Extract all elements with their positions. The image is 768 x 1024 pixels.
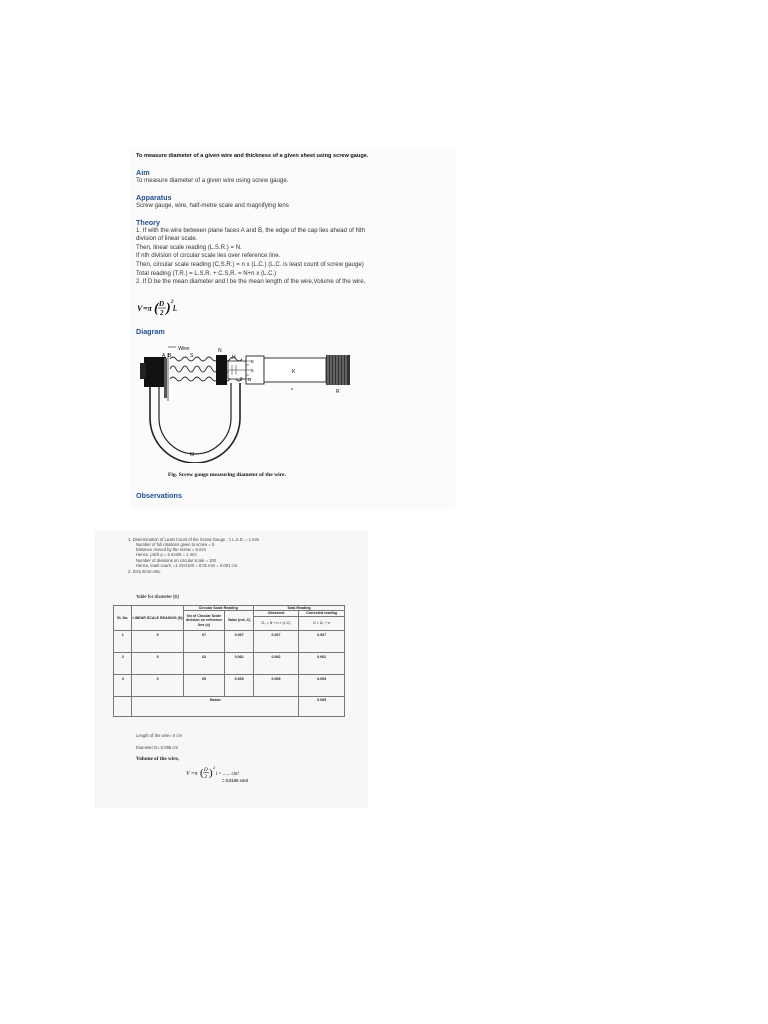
cell-observed: 0.062 xyxy=(253,652,299,674)
col-tr: Total Reading xyxy=(253,606,344,611)
figure-caption-text: Screw gauge measuring diameter of the wire. xyxy=(178,472,286,478)
apparatus-heading: Apparatus xyxy=(136,193,172,202)
svg-text:): ) xyxy=(166,301,171,316)
observation-line: Number of divisions on circular scale = 100 xyxy=(136,558,216,563)
volume-label: Volume of the wire, xyxy=(136,756,179,762)
label-h: H xyxy=(232,355,236,361)
svg-text:=π: =π xyxy=(191,771,198,777)
svg-text:(: ( xyxy=(200,767,204,779)
col-csr-div: No of Circular Scale division on reference line (n) xyxy=(183,611,225,630)
label-d: D xyxy=(248,377,252,382)
svg-text:2: 2 xyxy=(204,775,207,780)
cell-sno: 3 xyxy=(114,674,132,696)
col-lsr: LINEAR SCALE READING (N) xyxy=(132,606,183,631)
theory-line: Then, circular scale reading (C.S.R.) = n x (L.C.) (L.C. is least count of screw gauge) xyxy=(136,261,364,268)
col-observed: Observed xyxy=(253,611,299,616)
formula-graphic xyxy=(137,298,197,320)
cell-lsr: 0 xyxy=(132,674,183,696)
svg-text:2: 2 xyxy=(171,300,174,305)
mean-label: Mean= xyxy=(132,696,299,716)
observations-heading: Observations xyxy=(136,491,182,500)
observation-line: Distance moved by the screw = 5 mm xyxy=(136,547,206,552)
table-mean-row xyxy=(114,696,345,716)
cell-n: 65 xyxy=(183,674,225,696)
table-title: Table for diameter (D) xyxy=(136,594,179,599)
cell-n: 67 xyxy=(183,630,225,652)
observation-line: Number of full rotations given to screw = 5 xyxy=(136,542,215,547)
observation-line: 2. Zero Error=NIL xyxy=(128,569,161,574)
corrected-formula: D = D₀ + e xyxy=(299,616,345,630)
svg-text:2: 2 xyxy=(213,765,215,770)
label-n: N xyxy=(218,348,222,354)
svg-text:D: D xyxy=(159,300,165,308)
table-row xyxy=(114,674,345,696)
svg-text:=π: =π xyxy=(143,304,152,313)
theory-line: 2. If D be the mean diameter and l be the mean length of the wire,Volume of the wire, xyxy=(136,278,366,285)
volume-formula xyxy=(137,298,197,322)
cell-value: 0.065 xyxy=(225,674,253,696)
col-csr: Circular Scale Reading xyxy=(183,606,253,611)
table-row xyxy=(114,652,345,674)
svg-text:2: 2 xyxy=(160,309,164,317)
figure-caption xyxy=(168,472,286,478)
length-text: Length of the wire= 5 cm xyxy=(136,733,182,738)
diameter-table xyxy=(113,605,345,717)
observation-line: Hence, least count, =1 mm/100 = 0.01 mm = 0.001 cm. xyxy=(136,563,239,568)
diameter-text: Diameter D= 0.065 cm xyxy=(136,745,179,750)
figure-caption-label: Fig. xyxy=(168,472,178,478)
label-s: S xyxy=(190,353,194,359)
cell-n: 62 xyxy=(183,652,225,674)
aim-heading: Aim xyxy=(136,168,150,177)
label-a: A xyxy=(162,353,166,359)
col-csr-val: Value (nxL.C) xyxy=(225,611,253,630)
mean-value: 0.065 xyxy=(299,696,345,716)
theory-line: Then, linear scale reading (L.S.R.) = N. xyxy=(136,244,242,251)
svg-text:V: V xyxy=(137,304,143,313)
cell-corrected: 0.065 xyxy=(299,674,345,696)
theory-line: division of linear scale. xyxy=(136,235,198,242)
cell-corrected: 0.062 xyxy=(299,652,345,674)
col-sno: Sl. No. xyxy=(114,606,132,631)
cell-observed: 0.067 xyxy=(253,630,299,652)
screw-gauge-diagram xyxy=(140,343,355,463)
volume-result: = 0.0165 cm3 xyxy=(222,778,248,783)
svg-text:D: D xyxy=(204,768,208,773)
theory-line: 1. If with the wire between plane faces A and B, the edge of the cap lies ahead of Nth xyxy=(136,227,366,234)
cell-lsr: 0 xyxy=(132,630,183,652)
col-corrected: Corrected reading xyxy=(299,611,345,616)
theory-line: Total reading (T.R.) = L.S.R. + C.S.R. = N+n x (L.C.) xyxy=(136,270,277,277)
svg-text:(: ( xyxy=(154,301,159,316)
label-m: M xyxy=(190,452,195,458)
label-wire: Wire xyxy=(178,346,190,352)
cell-value: 0.067 xyxy=(225,630,253,652)
svg-text:l = ...... cm³: l = ...... cm³ xyxy=(216,772,240,777)
label-zero: 0 xyxy=(240,376,243,381)
label-b: B xyxy=(168,353,172,359)
diagram-heading: Diagram xyxy=(136,327,165,336)
cell-corrected: 0.067 xyxy=(299,630,345,652)
theory-line: If nth division of circular scale lies over reference line. xyxy=(136,252,281,259)
theory-heading: Theory xyxy=(136,218,160,227)
document-title: To measure diameter of a given wire and thickness of a given sheet using screw gauge. xyxy=(136,153,369,159)
observation-line: 1. Determination of Least Count of the Screw Gauge : 1 L.S.D. = 1 mm xyxy=(128,537,260,542)
svg-text:V: V xyxy=(186,771,190,777)
cell-sno: 2 xyxy=(114,652,132,674)
cell-value: 0.062 xyxy=(225,652,253,674)
observation-line: Hence, pitch p = 5 mm/5 = 1 mm xyxy=(136,552,197,557)
cell-observed: 0.065 xyxy=(253,674,299,696)
label-five: 5 xyxy=(251,368,254,373)
cell-sno: 1 xyxy=(114,630,132,652)
label-k: K xyxy=(292,369,296,375)
svg-text:l.: l. xyxy=(173,304,178,313)
aim-text: To measure diameter of a given wire using screw gauge. xyxy=(136,177,289,184)
table-row xyxy=(114,630,345,652)
label-e: E xyxy=(251,359,255,364)
svg-text:): ) xyxy=(209,767,213,779)
observed-formula: D₀ = N + n × (L.C) xyxy=(253,616,299,630)
label-r: R xyxy=(336,389,340,395)
apparatus-text: Screw gauge, wire, half-metre scale and magnifying lens xyxy=(136,202,289,209)
cell-lsr: 0 xyxy=(132,652,183,674)
